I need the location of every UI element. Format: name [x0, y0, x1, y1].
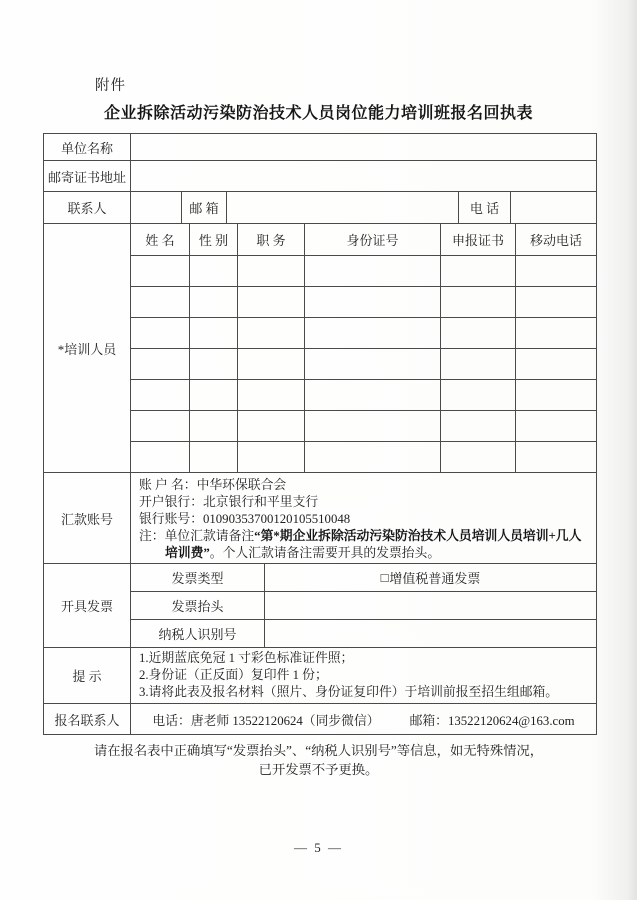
remittance-note-suffix: 。个人汇款请备注需要开具的发票抬头。: [209, 545, 441, 560]
trainee-empty-cell: [190, 287, 238, 317]
signup-contact-label: 报名联系人: [44, 704, 131, 734]
col-gender: 性 别: [190, 224, 238, 255]
signup-contact-phone: 电话：唐老师 13522120624（同步微信）: [152, 713, 380, 728]
trainee-empty-cell: [190, 256, 238, 286]
trainee-empty-cell: [131, 380, 190, 410]
trainee-empty-row: [131, 318, 596, 349]
trainee-empty-cell: [131, 287, 190, 317]
trainee-empty-cell: [441, 349, 516, 379]
invoice-grid: [131, 564, 596, 647]
trainee-empty-cell: [305, 411, 441, 441]
remittance-note-prefix: 注：单位汇款请备注: [139, 528, 255, 543]
invoice-label: 开具发票: [44, 564, 131, 647]
trainee-empty-row: [131, 256, 596, 287]
trainee-empty-cell: [516, 349, 596, 379]
invoice-type-field: [265, 564, 596, 591]
remittance-section: [44, 473, 596, 564]
invoice-title-row: [131, 592, 596, 620]
trainee-empty-cell: [238, 256, 305, 286]
tips-label: 提 示: [44, 648, 131, 703]
unit-name-field: [131, 134, 596, 160]
trainee-empty-cell: [131, 349, 190, 379]
page-number: — 5 —: [294, 840, 343, 855]
email-label: 邮 箱: [182, 192, 227, 223]
trainee-empty-cell: [238, 411, 305, 441]
signup-contact-content: [131, 704, 596, 734]
trainee-empty-cell: [441, 442, 516, 472]
tip-item: 3.请将此表及报名材料（照片、身份证复印件）于培训前报至招生组邮箱。: [139, 685, 559, 699]
trainee-empty-cell: [131, 442, 190, 472]
remittance-account-no: 银行账号：01090353700120105510048: [139, 511, 351, 526]
trainee-empty-row: [131, 349, 596, 380]
tip-item: 2.身份证（正反面）复印件 1 份；: [139, 668, 328, 682]
trainee-empty-cell: [238, 442, 305, 472]
trainee-empty-cell: [516, 318, 596, 348]
trainee-empty-cell: [190, 380, 238, 410]
remittance-note-bold: “第*期企业拆除活动污染防治技术人员培训人员培训+几人培训费”: [165, 528, 582, 560]
footer-note: [0, 741, 637, 779]
footer-note-line1: 请在报名表中正确填写“发票抬头”、“纳税人识别号”等信息，如无特殊情况，: [93, 743, 544, 758]
mail-address-field: [131, 161, 596, 191]
signup-contact-row: [44, 704, 596, 734]
remittance-note: [139, 528, 590, 562]
trainee-empty-row: [131, 411, 596, 442]
trainee-empty-cell: [441, 287, 516, 317]
footer-note-line2: 已开发票不予更换。: [258, 762, 379, 777]
attachment-label: 附件: [95, 78, 126, 94]
remittance-label: 汇款账号: [44, 473, 131, 563]
taxpayer-id-row: [131, 620, 596, 647]
signup-contact-email: 邮箱：13522120624@163.com: [409, 713, 575, 728]
trainee-empty-cell: [305, 256, 441, 286]
trainee-empty-cell: [516, 287, 596, 317]
trainee-empty-cell: [305, 380, 441, 410]
phone-field: [511, 192, 596, 223]
remittance-account-name: 账 户 名：中华环保联合会: [139, 478, 287, 492]
trainee-empty-cell: [441, 380, 516, 410]
col-position: 职 务: [238, 224, 305, 255]
contact-field: [131, 192, 182, 223]
col-certificate: 申报证书: [441, 224, 516, 255]
trainee-empty-cell: [190, 442, 238, 472]
trainee-empty-cell: [305, 287, 441, 317]
trainee-empty-cell: [238, 287, 305, 317]
trainee-empty-cell: [305, 442, 441, 472]
trainees-grid: [131, 224, 596, 472]
page-title: 企业拆除活动污染防治技术人员岗位能力培训班报名回执表: [103, 105, 533, 122]
remittance-content: [131, 473, 596, 563]
remittance-bank: 开户银行：北京银行和平里支行: [139, 494, 319, 509]
trainee-empty-cell: [305, 318, 441, 348]
mail-address-row: [44, 161, 596, 192]
trainee-empty-cell: [190, 318, 238, 348]
trainee-empty-cell: [441, 256, 516, 286]
invoice-title-label: 发票抬头: [131, 592, 265, 619]
trainee-empty-cell: [238, 349, 305, 379]
contact-label: 联系人: [44, 192, 131, 223]
invoice-title-field: [265, 592, 596, 619]
taxpayer-id-field: [265, 620, 596, 647]
invoice-section: [44, 564, 596, 648]
email-field: [227, 192, 459, 223]
checkbox-unchecked-icon: □: [380, 569, 389, 585]
invoice-type-row: [131, 564, 596, 592]
tip-item: 1.近期蓝底免冠 1 寸彩色标准证件照；: [139, 651, 354, 665]
trainee-empty-cell: [516, 411, 596, 441]
trainee-empty-cell: [190, 349, 238, 379]
trainee-empty-cell: [131, 256, 190, 286]
trainee-empty-row: [131, 442, 596, 472]
unit-name-label: 单位名称: [44, 134, 131, 160]
trainee-empty-cell: [238, 318, 305, 348]
trainee-empty-cell: [516, 380, 596, 410]
taxpayer-id-label: 纳税人识别号: [131, 620, 265, 647]
trainee-empty-cell: [516, 256, 596, 286]
unit-name-row: [44, 134, 596, 161]
trainee-empty-cell: [441, 411, 516, 441]
invoice-type-option: 增值税普通发票: [389, 571, 481, 586]
registration-form-table: [43, 133, 597, 735]
tips-section: [44, 648, 596, 704]
mail-address-label: 邮寄证书地址: [44, 161, 131, 191]
col-name: 姓 名: [131, 224, 190, 255]
trainees-section: [44, 224, 596, 473]
contact-row: [44, 192, 596, 224]
trainee-empty-cell: [131, 411, 190, 441]
trainee-empty-cell: [441, 318, 516, 348]
col-mobile: 移动电话: [529, 233, 582, 248]
trainee-empty-cell: [305, 349, 441, 379]
trainee-empty-row: [131, 380, 596, 411]
trainees-label: *培训人员: [44, 224, 131, 472]
phone-label: 电 话: [459, 192, 511, 223]
trainee-empty-cell: [190, 411, 238, 441]
col-id-number: 身份证号: [305, 224, 441, 255]
invoice-type-label: 发票类型: [131, 564, 265, 591]
trainee-empty-row: [131, 287, 596, 318]
trainees-header-row: [131, 224, 596, 256]
trainee-empty-cell: [238, 380, 305, 410]
tips-content: [131, 648, 596, 703]
trainee-empty-cell: [516, 442, 596, 472]
trainee-empty-cell: [131, 318, 190, 348]
